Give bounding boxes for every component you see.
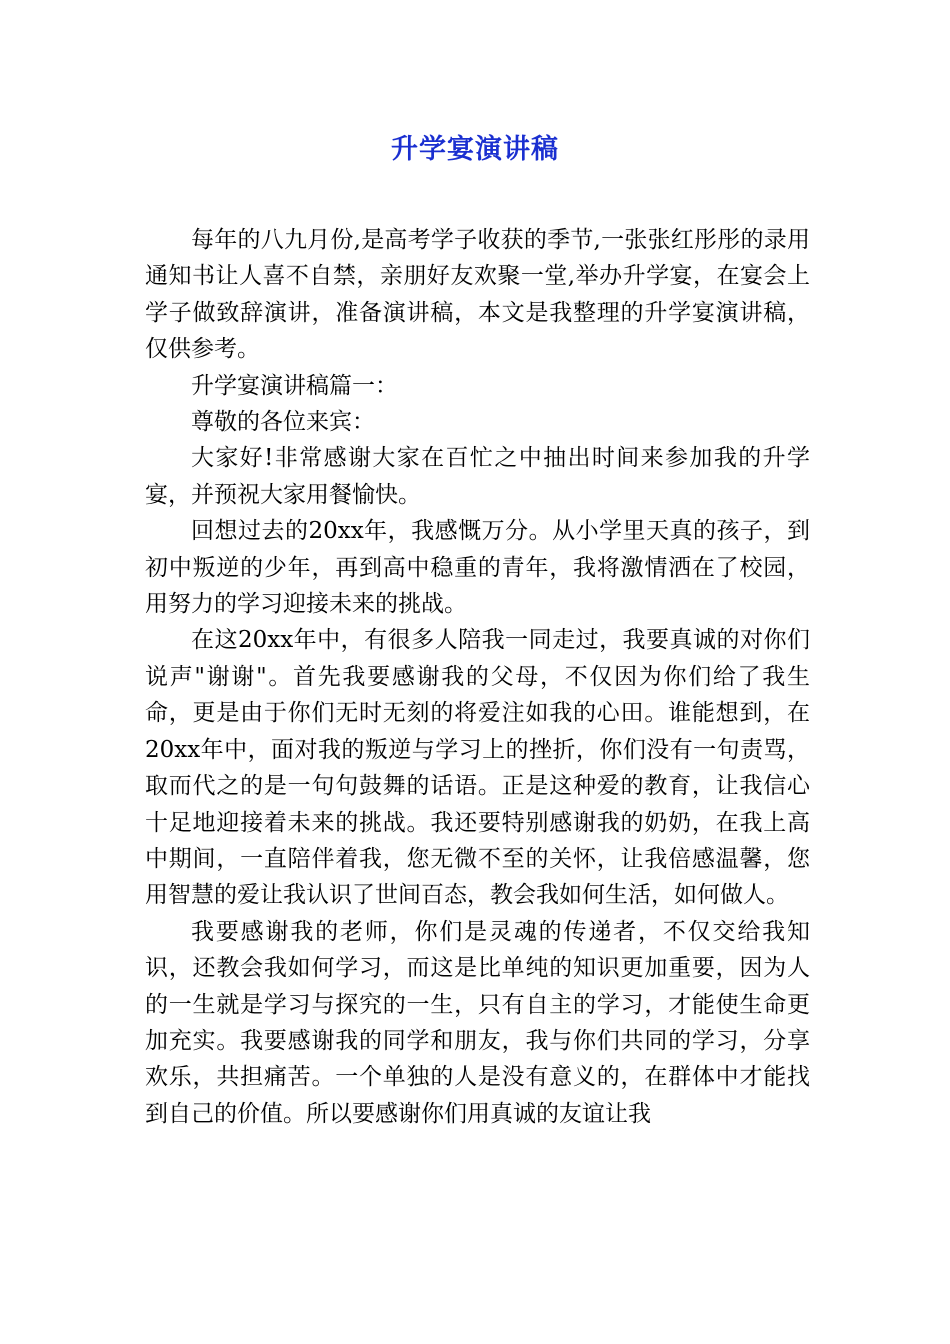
- paragraph-salutation: 尊敬的各位来宾：: [191, 409, 375, 436]
- paragraph-thanks-parents: 在这20xx年中，有很多人陪我一同走过，我要真诚的对你们说声"谢谢"。首先我要感谢我的父母，不仅因为你们给了我生命，更是由于你们无时无刻的将爱注如我的心田。谁能想到，在20xx年中，面对我的叛逆与学习上的挫折，你们没有一句责骂，取而代之的是一句句鼓舞的话语。正是这种爱的教育，让我信心十足地迎接着未来的挑战。我还要特别感谢我的奶奶，在我上高中期间，一直陪伴着我，您无微不至的关怀，让我倍感温馨，您用智慧的爱让我认识了世间百态，教会我如何生活，如何做人。: [145, 627, 810, 909]
- document-title: 升学宴演讲稿: [391, 134, 559, 165]
- paragraph-thanks-teachers: 我要感谢我的老师，你们是灵魂的传递者，不仅交给我知识，还教会我如何学习，而这是比单纯的知识更加重要，因为人的一生就是学习与探究的一生，只有自主的学习，才能使生命更加充实。我要感谢我的同学和朋友，我与你们共同的学习，分享欢乐，共担痛苦。一个单独的人是没有意义的，在群体中才能找到自己的价值。所以要感谢你们用真诚的友谊让我: [145, 918, 810, 1127]
- paragraph-section-heading: 升学宴演讲稿篇一：: [191, 372, 398, 399]
- paragraph-greeting: 大家好!非常感谢大家在百忙之中抽出时间来参加我的升学宴，并预祝大家用餐愉快。: [145, 445, 810, 508]
- document-body: [145, 222, 810, 1132]
- paragraph-reflection: 回想过去的20xx年，我感慨万分。从小学里天真的孩子，到初中叛逆的少年，再到高中稳重的青年，我将激情洒在了校园，用努力的学习迎接未来的挑战。: [145, 518, 810, 618]
- paragraph-intro: 每年的八九月份,是高考学子收获的季节,一张张红彤彤的录用通知书让人喜不自禁，亲朋好友欢聚一堂,举办升学宴，在宴会上学子做致辞演讲，准备演讲稿，本文是我整理的升学宴演讲稿，仅供参考。: [145, 227, 810, 363]
